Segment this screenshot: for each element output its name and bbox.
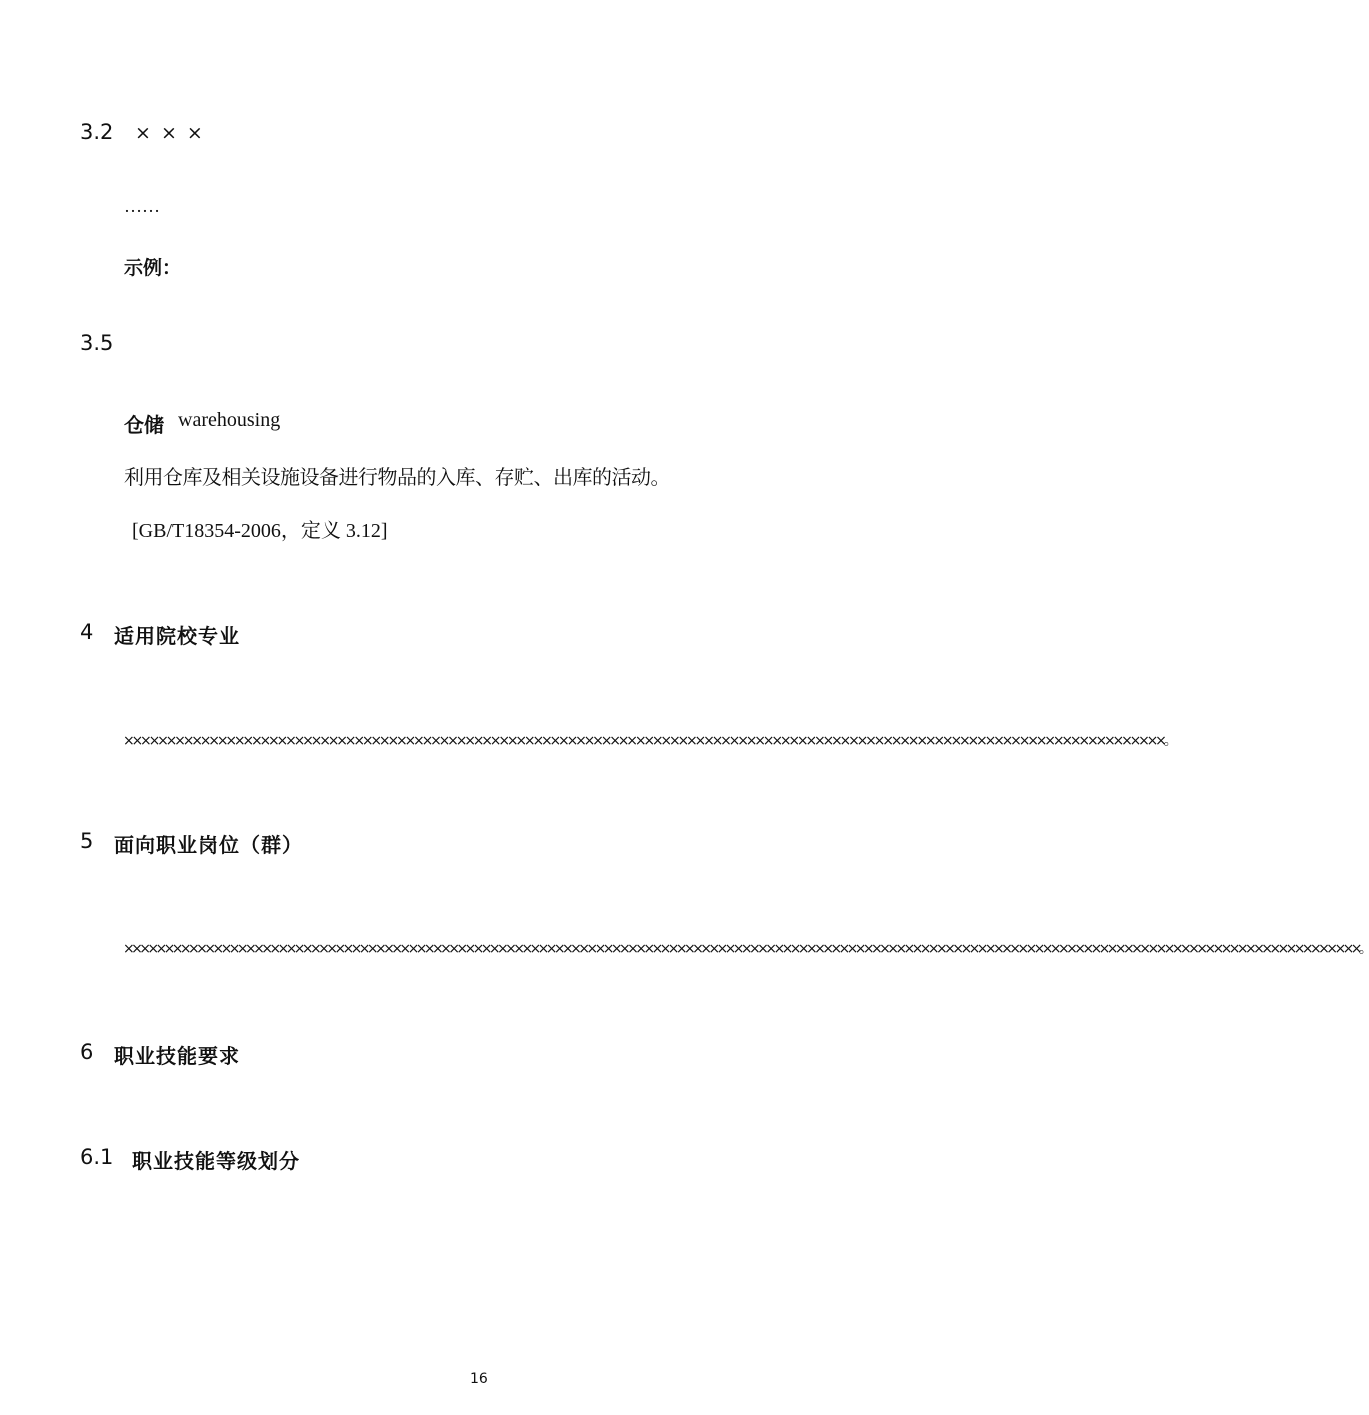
section-number-3-2: 3.2 xyxy=(80,120,114,144)
section-number-4: 4 xyxy=(80,620,94,644)
section-title-6: 职业技能要求 xyxy=(114,1044,240,1068)
section-number-6: 6 xyxy=(80,1040,94,1064)
page-number: 16 xyxy=(470,1371,488,1387)
section-title-6-1: 职业技能等级划分 xyxy=(132,1149,300,1173)
section-number-3-5: 3.5 xyxy=(80,331,114,355)
section-title-3-2: × × × xyxy=(135,122,205,144)
term-source: [GB/T18354-2006，定义 3.12] xyxy=(132,520,388,542)
term-definition: 利用仓库及相关设施设备进行物品的入库、存贮、出库的活动。 xyxy=(124,467,670,489)
section-number-6-1: 6.1 xyxy=(80,1145,114,1169)
term-en: warehousing xyxy=(178,409,281,431)
example-label: 示例： xyxy=(124,257,182,279)
section-number-5: 5 xyxy=(80,829,94,853)
section-title-5: 面向职业岗位（群） xyxy=(114,833,303,857)
section-4-content: ××××××××××××××××××××××××××××××××××××××××××××××××××××××××××××××××××××××××××××××××××××××××××××××××××××××××××××××××××××××××××。 xyxy=(123,733,1175,749)
ellipsis-text: …… xyxy=(124,196,160,216)
section-5-content: ××××××××××××××××××××××××××××××××××××××××××××××××××××××××××××××××××××××××××××××××××××××××××××××××××××××××××××××××××××××××××××××××××××××××××××××××××××××××。 xyxy=(123,941,1369,957)
term-cn: 仓储 xyxy=(124,413,164,437)
section-title-4: 适用院校专业 xyxy=(114,624,240,648)
